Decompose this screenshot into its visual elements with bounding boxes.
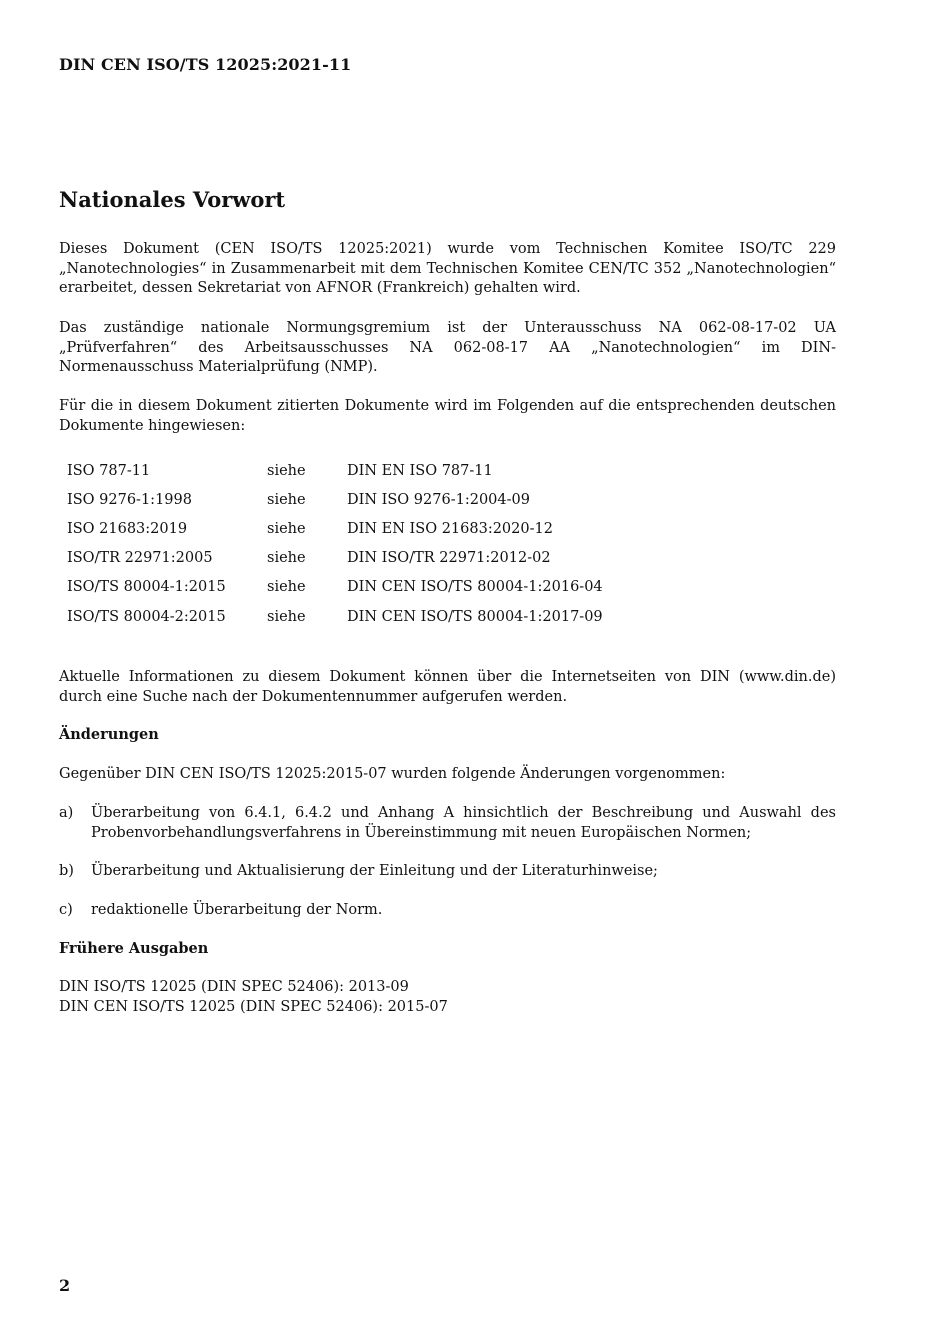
paragraph-references-intro: Für die in diesem Dokument zitierten Dokumente wird im Folgenden auf die entsprechenden deutschen Dokumente hingewiesen:	[59, 398, 836, 434]
din-reference: DIN EN ISO 787-11	[347, 462, 493, 479]
table-row	[67, 456, 603, 485]
see-label: siehe	[267, 520, 306, 537]
changes-intro: Gegenüber DIN CEN ISO/TS 12025:2015-07 wurden folgende Änderungen vorgenommen:	[59, 766, 726, 782]
list-marker: c)	[59, 902, 73, 918]
paragraph-current-info: Aktuelle Informationen zu diesem Dokument können über die Internetseiten von DIN (www.din.de) durch eine Suche nach der Dokumentennummer aufgerufen werden.	[59, 669, 836, 705]
previous-editions-list	[59, 978, 448, 1017]
table-row	[67, 602, 603, 631]
see-label: siehe	[267, 550, 306, 567]
iso-reference: ISO/TS 80004-2:2015	[67, 608, 226, 625]
list-item-text: Überarbeitung und Aktualisierung der Einleitung und der Literaturhinweise;	[91, 863, 658, 879]
section-title: Nationales Vorwort	[59, 187, 286, 212]
iso-reference: ISO 9276-1:1998	[67, 491, 192, 508]
see-label: siehe	[267, 608, 306, 625]
document-page	[59, 0, 836, 1343]
paragraph-committee: Dieses Dokument (CEN ISO/TS 12025:2021) wurde vom Technischen Komitee ISO/TC 229 „Nanotechnologies“ in Zusammenarbeit mit dem Technischen Komitee CEN/TC 352 „Nanotechnologien“ erarbeitet, dessen Sekretariat von AFNOR (Frankreich) gehalten wird.	[59, 241, 836, 296]
changes-heading: Änderungen	[59, 726, 159, 743]
list-item	[59, 862, 836, 882]
reference-table	[67, 456, 603, 631]
previous-edition: DIN ISO/TS 12025 (DIN SPEC 52406): 2013-09	[59, 979, 409, 995]
din-reference: DIN ISO 9276-1:2004-09	[347, 491, 530, 508]
table-row	[67, 544, 603, 573]
table-row	[67, 485, 603, 514]
iso-reference: ISO 21683:2019	[67, 520, 188, 537]
list-item-text: redaktionelle Überarbeitung der Norm.	[91, 902, 383, 918]
iso-reference: ISO/TS 80004-1:2015	[67, 579, 226, 596]
din-reference: DIN CEN ISO/TS 80004-1:2017-09	[347, 608, 603, 625]
document-id-header: DIN CEN ISO/TS 12025:2021-11	[59, 55, 352, 74]
din-reference: DIN EN ISO 21683:2020-12	[347, 520, 553, 537]
page-number: 2	[59, 1276, 71, 1295]
previous-edition: DIN CEN ISO/TS 12025 (DIN SPEC 52406): 2015-07	[59, 998, 448, 1015]
list-item	[59, 804, 836, 843]
see-label: siehe	[267, 462, 306, 479]
din-reference: DIN CEN ISO/TS 80004-1:2016-04	[347, 579, 603, 596]
table-row	[67, 514, 603, 543]
see-label: siehe	[267, 579, 306, 596]
iso-reference: ISO 787-11	[67, 462, 151, 479]
previous-editions-heading: Frühere Ausgaben	[59, 940, 209, 957]
iso-reference: ISO/TR 22971:2005	[67, 550, 213, 567]
list-item	[59, 901, 836, 921]
list-marker: b)	[59, 863, 74, 879]
paragraph-national-body: Das zuständige nationale Normungsgremium ist der Unterausschuss NA 062-08-17-02 UA „Prüfverfahren“ des Arbeitsausschusses NA 062-08-17 AA „Nanotechnologien“ im DIN-Normenausschuss Materialprüfung (NMP).	[59, 320, 836, 375]
table-row	[67, 573, 603, 602]
see-label: siehe	[267, 491, 306, 508]
list-item-text: Überarbeitung von 6.4.1, 6.4.2 und Anhang A hinsichtlich der Beschreibung und Auswahl des Probenvorbehandlungsverfahrens in Übereinstimmung mit neuen Europäischen Normen;	[91, 805, 836, 841]
list-marker: a)	[59, 805, 74, 821]
din-reference: DIN ISO/TR 22971:2012-02	[347, 550, 551, 567]
